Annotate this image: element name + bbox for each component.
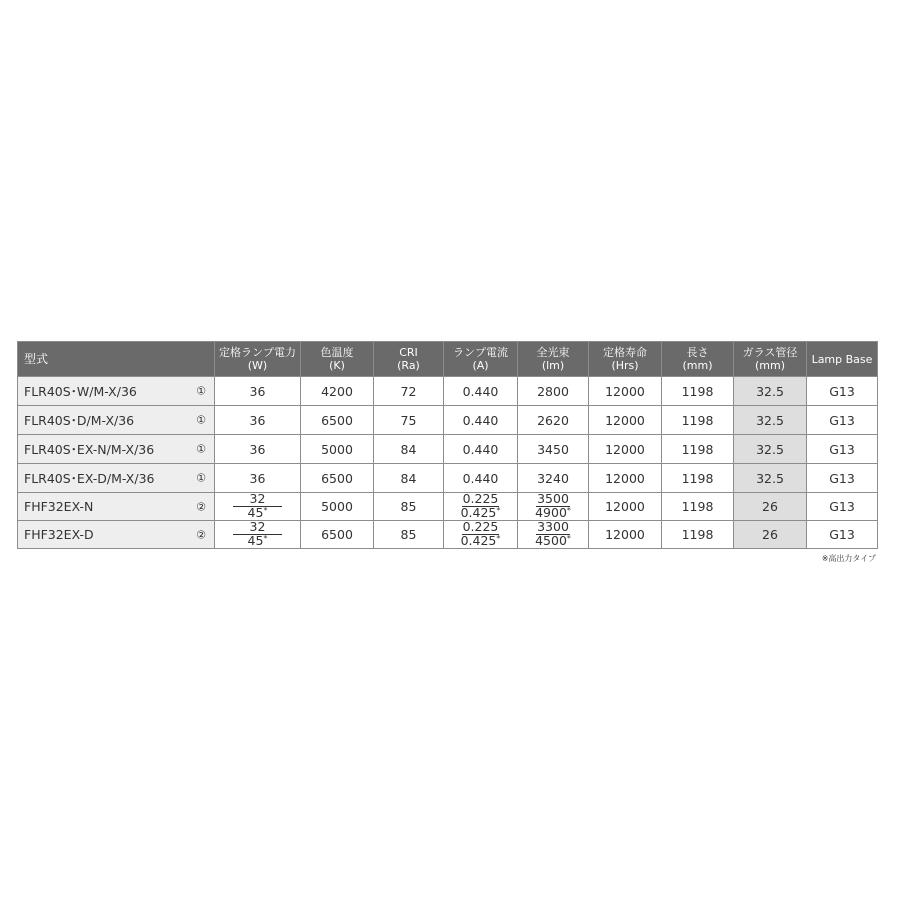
model-name: FLR40S･EX-D/M-X/36 (24, 471, 155, 486)
color-temperature-cell: 6500 (301, 521, 374, 549)
color-temperature-cell: 6500 (301, 406, 374, 435)
lamp-base-cell: G13 (807, 521, 878, 549)
table-row (18, 464, 878, 493)
length-cell: 1198 (662, 377, 734, 406)
header-model: 型式 (18, 342, 215, 377)
rated-life-cell: 12000 (589, 435, 662, 464)
type-mark: ② (196, 528, 206, 541)
length-cell: 1198 (662, 493, 734, 521)
header-tube-diameter: ガラス管径 (mm) (734, 342, 807, 377)
rated-power-cell: 36 (215, 464, 301, 493)
length-cell: 1198 (662, 464, 734, 493)
type-mark: ① (196, 413, 206, 427)
header-luminous-flux: 全光束 (lm) (518, 342, 589, 377)
color-temperature-cell: 4200 (301, 377, 374, 406)
luminous-flux-cell: 2800 (518, 377, 589, 406)
cri-cell: 84 (374, 464, 444, 493)
lamp-current-cell (444, 521, 518, 549)
standard-value: 3500 (537, 492, 569, 506)
header-cri: CRI (Ra) (374, 342, 444, 377)
table-row (18, 435, 878, 464)
asterisk-mark: * (566, 506, 571, 515)
tube-diameter-cell: 32.5 (734, 464, 807, 493)
rated-life-cell: 12000 (589, 406, 662, 435)
table-row (18, 377, 878, 406)
length-cell: 1198 (662, 435, 734, 464)
header-rated-power: 定格ランプ電力 (W) (215, 342, 301, 377)
tube-diameter-cell: 32.5 (734, 435, 807, 464)
type-mark: ② (196, 500, 206, 513)
model-name: FLR40S･EX-N/M-X/36 (24, 442, 155, 457)
luminous-flux-cell (518, 493, 589, 521)
standard-value: 32 (233, 521, 282, 535)
type-mark: ① (196, 384, 206, 398)
header-length: 長さ (mm) (662, 342, 734, 377)
rated-life-cell: 12000 (589, 377, 662, 406)
model-name: FHF32EX-N (24, 499, 94, 514)
asterisk-mark: * (566, 534, 571, 543)
lamp-base-cell: G13 (807, 493, 878, 521)
lamp-current-cell: 0.440 (444, 377, 518, 406)
header-rated-life: 定格寿命 (Hrs) (589, 342, 662, 377)
header-lamp-current: ランプ電流 (A) (444, 342, 518, 377)
model-name: FLR40S･W/M-X/36 (24, 384, 137, 399)
length-cell: 1198 (662, 406, 734, 435)
cri-cell: 75 (374, 406, 444, 435)
high-output-value: 4500* (535, 533, 571, 548)
luminous-flux-cell: 2620 (518, 406, 589, 435)
rated-life-cell: 12000 (589, 464, 662, 493)
type-mark: ① (196, 442, 206, 456)
rated-life-cell: 12000 (589, 521, 662, 549)
rated-power-cell (215, 493, 301, 521)
header-lamp-base: Lamp Base (807, 342, 878, 377)
tube-diameter-cell: 32.5 (734, 406, 807, 435)
standard-value: 3300 (537, 520, 569, 534)
luminous-flux-cell (518, 521, 589, 549)
standard-value: 32 (233, 493, 282, 507)
high-output-value: 45* (247, 533, 268, 548)
rated-power-cell: 36 (215, 435, 301, 464)
cri-cell: 84 (374, 435, 444, 464)
tube-diameter-cell: 26 (734, 521, 807, 549)
model-cell (18, 493, 215, 521)
rated-power-cell: 36 (215, 377, 301, 406)
cri-cell: 72 (374, 377, 444, 406)
standard-value: 0.225 (462, 492, 499, 506)
tube-diameter-cell: 26 (734, 493, 807, 521)
lamp-base-cell: G13 (807, 406, 878, 435)
color-temperature-cell: 5000 (301, 493, 374, 521)
luminous-flux-cell: 3450 (518, 435, 589, 464)
table-row (18, 521, 878, 549)
color-temperature-cell: 6500 (301, 464, 374, 493)
rated-life-cell: 12000 (589, 493, 662, 521)
header-color-temperature: 色温度 (K) (301, 342, 374, 377)
asterisk-mark: * (496, 534, 501, 543)
high-output-value: 0.425* (460, 533, 501, 548)
high-output-value: 45* (247, 505, 268, 520)
model-cell (18, 406, 215, 435)
lamp-current-cell: 0.440 (444, 406, 518, 435)
lamp-base-cell: G13 (807, 464, 878, 493)
asterisk-mark: * (263, 534, 268, 543)
footnote: ※高出力タイプ (821, 554, 876, 563)
lamp-current-cell (444, 493, 518, 521)
lamp-spec-table (17, 341, 878, 549)
high-output-value: 0.425* (460, 505, 501, 520)
lamp-current-cell: 0.440 (444, 435, 518, 464)
tube-diameter-cell: 32.5 (734, 377, 807, 406)
rated-power-cell (215, 521, 301, 549)
model-cell (18, 435, 215, 464)
cri-cell: 85 (374, 493, 444, 521)
model-cell (18, 377, 215, 406)
model-cell (18, 464, 215, 493)
model-cell (18, 521, 215, 549)
type-mark: ① (196, 471, 206, 485)
lamp-current-cell: 0.440 (444, 464, 518, 493)
model-name: FHF32EX-D (24, 527, 94, 542)
table-header-row (18, 342, 878, 377)
high-output-value: 4900* (535, 505, 571, 520)
rated-power-cell: 36 (215, 406, 301, 435)
asterisk-mark: * (263, 506, 268, 515)
standard-value: 0.225 (462, 520, 499, 534)
model-name: FLR40S･D/M-X/36 (24, 413, 135, 428)
luminous-flux-cell: 3240 (518, 464, 589, 493)
asterisk-mark: * (496, 506, 501, 515)
cri-cell: 85 (374, 521, 444, 549)
table-row (18, 493, 878, 521)
lamp-base-cell: G13 (807, 435, 878, 464)
table-row (18, 406, 878, 435)
lamp-base-cell: G13 (807, 377, 878, 406)
length-cell: 1198 (662, 521, 734, 549)
color-temperature-cell: 5000 (301, 435, 374, 464)
